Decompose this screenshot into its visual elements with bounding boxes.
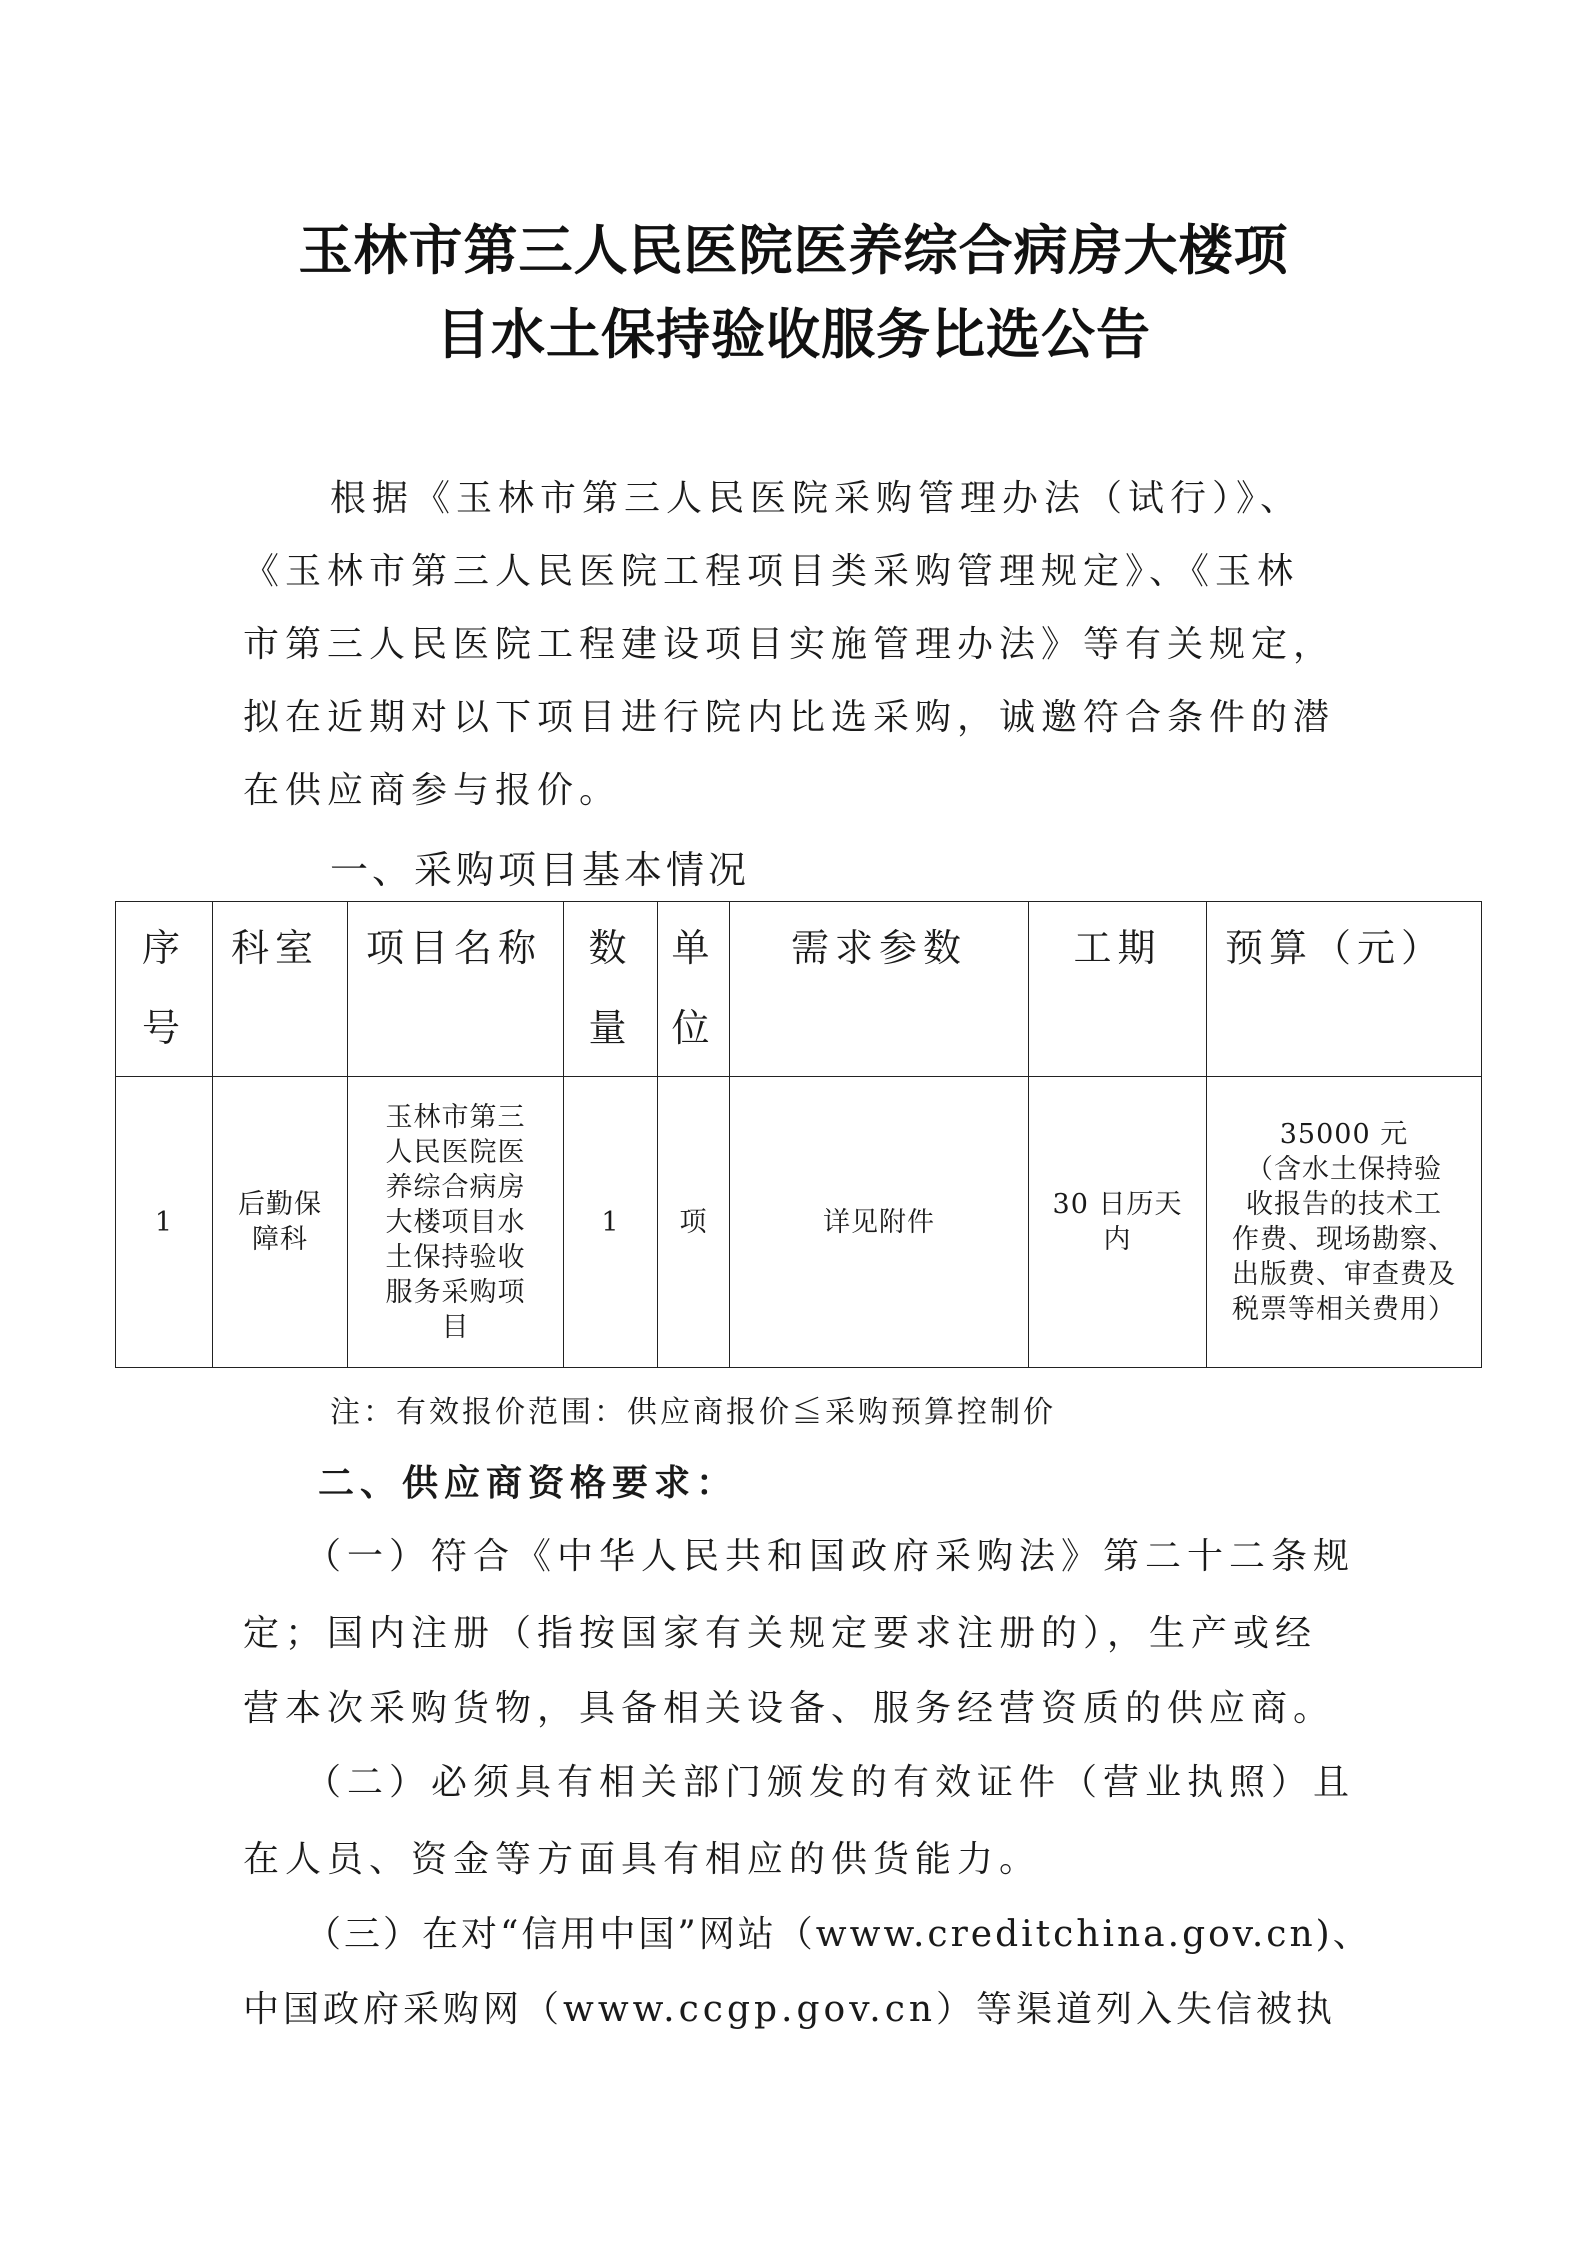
header-cell-no: 序 号 xyxy=(116,902,213,1077)
cell-unit: 项 xyxy=(658,1077,730,1368)
cell-budget: 35000 元 （含水土保持验 收报告的技术工 作费、现场勘察、 出版费、审查费及 税票等相关费用） xyxy=(1207,1077,1482,1368)
qualification-line-3: 营本次采购货物，具备相关设备、服务经营资质的供应商。 xyxy=(243,1688,1336,1729)
table-header-row xyxy=(116,902,1482,1077)
qualification-line-6: （三）在对“信用中国”网站（www.creditchina.gov.cn)、 xyxy=(305,1914,1372,1955)
table-note: 注：有效报价范围：供应商报价≦采购预算控制价 xyxy=(330,1395,1056,1430)
cell-project-name: 玉林市第三 人民医院医 养综合病房 大楼项目水 土保持验收 服务采购项 目 xyxy=(348,1077,564,1368)
cell-period: 30 日历天 内 xyxy=(1029,1077,1207,1368)
header-cell-period: 工期 xyxy=(1029,902,1207,1077)
procurement-table xyxy=(115,901,1482,1368)
header-cell-budget: 预算（元） xyxy=(1207,902,1482,1077)
cell-params: 详见附件 xyxy=(730,1077,1029,1368)
qualification-line-5: 在人员、资金等方面具有相应的供货能力。 xyxy=(243,1839,1042,1880)
section-1-heading: 一、采购项目基本情况 xyxy=(330,848,751,892)
qualification-line-2: 定；国内注册（指按国家有关规定要求注册的），生产或经 xyxy=(243,1613,1318,1654)
qualification-line-1: （一）符合《中华人民共和国政府采购法》第二十二条规 xyxy=(305,1536,1356,1577)
intro-line-4: 拟在近期对以下项目进行院内比选采购，诚邀符合条件的潜 xyxy=(243,697,1336,738)
cell-qty: 1 xyxy=(564,1077,658,1368)
header-cell-params: 需求参数 xyxy=(730,902,1029,1077)
intro-line-2: 《玉林市第三人民医院工程项目类采购管理规定》、《玉林 xyxy=(243,551,1300,592)
document-title-line-1: 玉林市第三人民医院医养综合病房大楼项 xyxy=(298,219,1289,282)
intro-line-5: 在供应商参与报价。 xyxy=(243,770,622,811)
section-2-heading: 二、供应商资格要求： xyxy=(318,1462,739,1504)
qualification-line-7: 中国政府采购网（www.ccgp.gov.cn）等渠道列入失信被执 xyxy=(243,1989,1337,2030)
qualification-line-4: （二）必须具有相关部门颁发的有效证件（营业执照）且 xyxy=(305,1762,1356,1803)
intro-line-1: 根据《玉林市第三人民医院采购管理办法（试行）》、 xyxy=(330,478,1303,519)
header-cell-dept: 科室 xyxy=(213,902,348,1077)
cell-dept: 后勤保 障科 xyxy=(213,1077,348,1368)
header-cell-name: 项目名称 xyxy=(348,902,564,1077)
header-cell-unit: 单 位 xyxy=(658,902,730,1077)
table-row xyxy=(116,1077,1482,1368)
cell-no: 1 xyxy=(116,1077,213,1368)
intro-line-3: 市第三人民医院工程建设项目实施管理办法》等有关规定， xyxy=(243,624,1336,665)
document-title-line-2: 目水土保持验收服务比选公告 xyxy=(436,303,1151,366)
header-cell-qty: 数 量 xyxy=(564,902,658,1077)
